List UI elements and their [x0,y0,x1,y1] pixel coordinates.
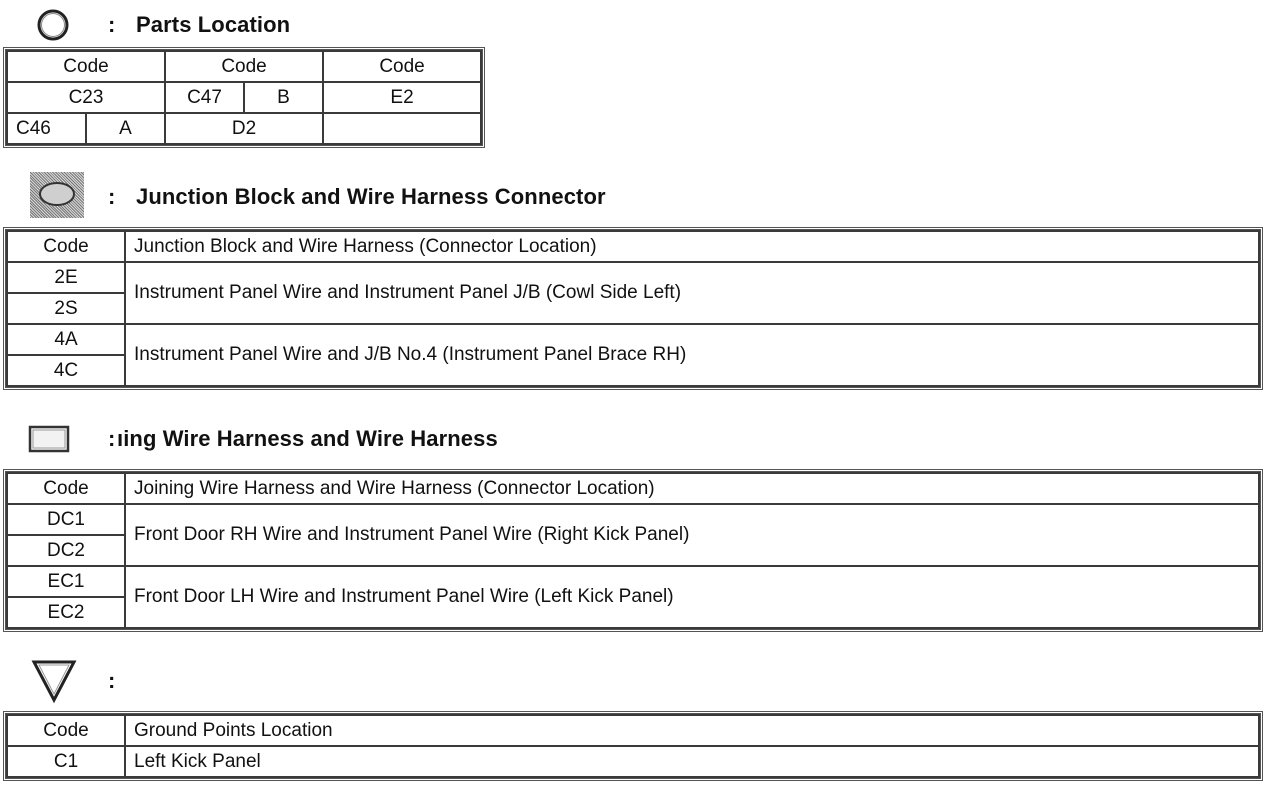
code-cell: B [244,82,323,113]
code-cell: D2 [165,113,323,144]
description-cell: Instrument Panel Wire and J/B No.4 (Instrument Panel Brace RH) [125,324,1259,386]
code-cell: 2S [7,293,125,324]
description-header: Joining Wire Harness and Wire Harness (Connector Location) [125,473,1259,504]
description-cell: Left Kick Panel [125,746,1259,777]
table-row [7,566,1259,597]
section-title: ıing Wire Harness and Wire Harness [117,426,498,451]
code-cell: 2E [7,262,125,293]
colon: : [108,426,116,451]
code-cell: C23 [7,82,165,113]
code-cell: C47 [165,82,244,113]
table-row [7,231,1259,262]
table-row [7,82,481,113]
code-header: Code [7,715,125,746]
table-row [7,746,1259,777]
code-cell: E2 [323,82,481,113]
colon: : [108,668,116,693]
table-row [7,113,481,144]
junction-block-header [0,176,1280,216]
code-header: Code [7,231,125,262]
table-row [7,51,481,82]
code-header: Code [7,51,165,82]
code-header: Code [7,473,125,504]
code-cell: DC1 [7,504,125,535]
joining-harness-header [0,420,1280,460]
rectangle-icon [28,424,72,454]
description-cell: Front Door LH Wire and Instrument Panel Wire (Left Kick Panel) [125,566,1259,628]
code-cell [323,113,481,144]
description-cell: Front Door RH Wire and Instrument Panel Wire (Right Kick Panel) [125,504,1259,566]
code-cell: 4C [7,355,125,386]
code-cell: DC2 [7,535,125,566]
description-header: Junction Block and Wire Harness (Connector Location) [125,231,1259,262]
table-row [7,473,1259,504]
description-header: Ground Points Location [125,715,1259,746]
code-cell: A [86,113,165,144]
parts-location-table [6,50,482,145]
ground-points-header [0,656,1280,696]
colon: : [108,12,116,37]
section-title: Parts Location [136,12,291,37]
circle-icon [36,8,70,42]
code-cell: C46 [7,113,86,144]
table-row [7,262,1259,293]
code-header: Code [323,51,481,82]
table-row [7,715,1259,746]
joining-harness-table [6,472,1260,629]
parts-location-header [0,6,1280,46]
code-cell: EC1 [7,566,125,597]
code-cell: EC2 [7,597,125,628]
colon: : [108,184,116,209]
junction-block-table [6,230,1260,387]
code-header: Code [165,51,323,82]
shaded-oval-icon [30,172,84,218]
description-cell: Instrument Panel Wire and Instrument Panel J/B (Cowl Side Left) [125,262,1259,324]
ground-points-table [6,714,1260,778]
code-cell: 4A [7,324,125,355]
table-row [7,324,1259,355]
table-row [7,504,1259,535]
section-title: Junction Block and Wire Harness Connector [136,184,606,209]
code-cell: C1 [7,746,125,777]
triangle-down-icon [30,658,78,704]
